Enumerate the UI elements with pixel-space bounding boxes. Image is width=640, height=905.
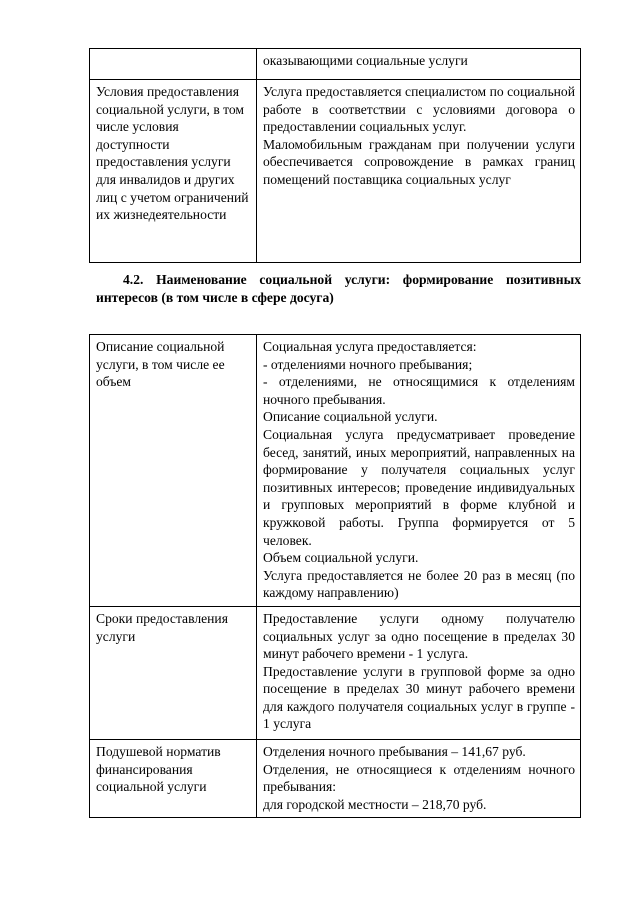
cell-text: Подушевой норматив финансирования социальной услуги: [96, 743, 221, 795]
section-heading: 4.2. Наименование социальной услуги: формирование позитивных интересов (в том числе в сфере досуга): [96, 272, 581, 305]
cell-text: Условия предоставления социальной услуги, в том числе условия доступности предоставления услуги для инвалидов и других лиц с учетом ограничений их жизнедеятельности: [96, 84, 249, 223]
cell-text: для городской местности – 218,70 руб.: [263, 796, 487, 812]
cell-text: Социальная услуга предусматривает проведение бесед, занятий, иных мероприятий, направленных на формирование у получателя социальных услуг позитивных интересов; проведение индивидуальных и групповых мероприятий в форме клубной и кружковой работы. Группа формируется от 5 человек.: [263, 426, 575, 548]
cell-text: Услуга предоставляется специалистом по социальной работе в соответствии с условиями договора о предоставлении социальных услуг.: [263, 84, 575, 135]
row-label-cell: [90, 739, 257, 817]
row-value-cell: [257, 49, 581, 80]
table-row: [90, 80, 581, 263]
cell-text: Описание социальной услуги, в том числе ее объем: [96, 339, 225, 390]
row-label-cell: [90, 80, 257, 263]
table-row: [90, 606, 581, 739]
row-label-cell-empty: [90, 49, 257, 80]
services-table-continued: [89, 48, 581, 263]
row-value-cell: [257, 739, 581, 817]
table-row: [90, 739, 581, 817]
service-description-table: [89, 334, 581, 818]
row-label-cell: [90, 606, 257, 739]
cell-text: Социальная услуга предоставляется:: [263, 339, 477, 354]
cell-text: Объем социальной услуги.: [263, 550, 419, 566]
cell-text: - отделениями ночного пребывания;: [263, 356, 473, 372]
row-value-cell: [257, 335, 581, 607]
cell-text: оказывающими социальные услуги: [263, 53, 468, 68]
cell-text: Услуга предоставляется не более 20 раз в месяц (по каждому направлению): [263, 567, 575, 601]
cell-text: Предоставление услуги в групповой форме за одно посещение в пределах 30 минут рабочего времени для каждого получателя социальных услуг в группе - 1 услуга: [263, 663, 575, 732]
row-label-cell: [90, 335, 257, 607]
cell-text: Предоставление услуги одному получателю социальных услуг за одно посещение в пределах 30 минут рабочего времени - 1 услуга.: [263, 610, 575, 662]
table-row: [90, 335, 581, 607]
row-value-cell: [257, 80, 581, 263]
cell-text: Отделения, не относящиеся к отделениям ночного пребывания:: [263, 761, 575, 795]
cell-text: - отделениями, не относящимися к отделениям ночного пребывания.: [263, 374, 575, 407]
row-value-cell: [257, 606, 581, 739]
cell-text: Сроки предоставления услуги: [96, 610, 228, 644]
table-row: [90, 49, 581, 80]
cell-text: Описание социальной услуги.: [263, 409, 438, 425]
cell-text: Отделения ночного пребывания – 141,67 руб.: [263, 743, 526, 759]
cell-text: Маломобильным гражданам при получении услуги обеспечивается сопровождение в рамках границ помещений поставщика социальных услуг: [263, 136, 575, 187]
